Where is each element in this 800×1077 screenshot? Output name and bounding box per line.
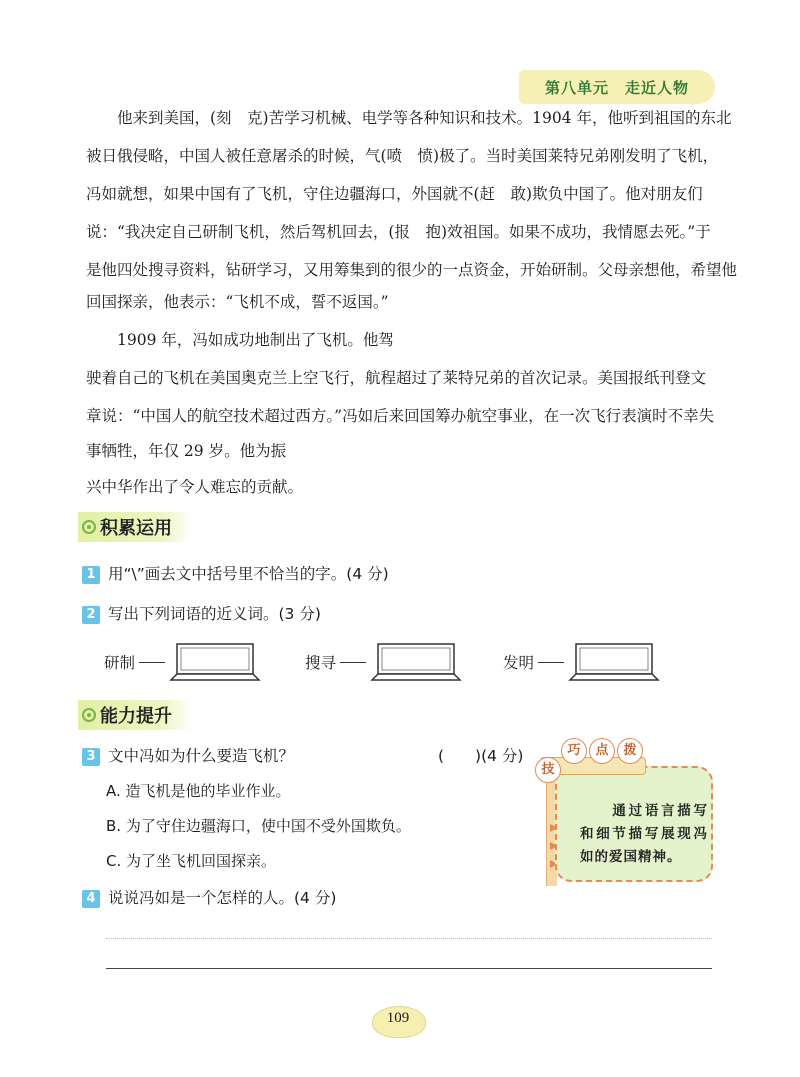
passage-line: 冯如就想，如果中国有了飞机，守住边疆海口，外国就不(赶 敢)欺负中国了。他对朋友们 <box>86 185 703 203</box>
tip-text: 通过语言描写和细节描写展现冯如的爱国精神。 <box>580 803 708 865</box>
section-header-ability <box>78 700 192 730</box>
source-word: 研制 <box>104 654 136 672</box>
connector-line <box>538 662 564 663</box>
question-number-badge: 2 <box>82 606 100 624</box>
source-word: 发明 <box>503 654 535 672</box>
passage-line: 是他四处搜寻资料，钻研学习，又用筹集到的很少的一点资金，开始研制。父母亲想他，希望他 <box>86 261 738 279</box>
passage-line: 1909 年，冯如成功地制出了飞机。他驾 <box>117 331 394 349</box>
passage-line: 章说：“中国人的航空技术超过西方。”冯如后来回国筹办航空事业，在一次飞行表演时不幸失 <box>86 407 715 425</box>
circle-bullet-icon <box>82 708 96 722</box>
option-c[interactable]: C. 为了坐飞机回国探亲。 <box>106 852 277 870</box>
question-text: 说说冯如是一个怎样的人。(4 分) <box>108 889 337 907</box>
passage-line: 他来到美国，(刻 克)苦学习机械、电学等各种知识和技术。1904 年，他听到祖国的东北 <box>117 109 732 127</box>
tip-char: 点 <box>589 738 615 764</box>
section-title: 能力提升 <box>100 706 172 727</box>
passage-line: 驶着自己的飞机在美国奥克兰上空飞行，航程超过了莱特兄弟的首次记录。美国报纸刊登文 <box>86 369 707 387</box>
unit-title-tab: 第八单元 走近人物 <box>519 70 715 104</box>
source-word: 搜寻 <box>305 654 337 672</box>
option-b[interactable]: B. 为了守住边疆海口，使中国不受外国欺负。 <box>106 817 411 835</box>
passage-line: 兴中华作出了令人难忘的贡献。 <box>86 478 304 496</box>
option-a[interactable]: A. 造飞机是他的毕业作业。 <box>106 782 291 800</box>
tip-char: 巧 <box>561 738 587 764</box>
question-number-badge: 4 <box>82 890 100 908</box>
tip-char: 拨 <box>617 738 643 764</box>
question-2 <box>82 602 321 624</box>
passage-line: 回国探亲，他表示：“飞机不成，誓不返国。” <box>86 293 389 311</box>
passage-line: 事牺牲，年仅 29 岁。他为振 <box>86 442 287 460</box>
laptop-answer-box[interactable] <box>370 642 462 682</box>
question-text: 写出下列词语的近义词。(3 分) <box>108 605 321 623</box>
question-number-badge: 3 <box>82 748 100 766</box>
answer-line[interactable] <box>106 938 712 939</box>
question-number-badge: 1 <box>82 566 100 584</box>
tip-char: 技 <box>535 757 561 783</box>
laptop-answer-box[interactable] <box>169 642 261 682</box>
laptop-answer-box[interactable] <box>568 642 660 682</box>
question-3 <box>82 744 294 766</box>
section-title: 积累运用 <box>100 518 172 539</box>
question-1 <box>82 562 389 584</box>
question-text: 用“\”画去文中括号里不恰当的字。(4 分) <box>108 565 389 583</box>
answer-blank[interactable]: ( )(4 分) <box>438 747 524 765</box>
question-text: 文中冯如为什么要造飞机？ <box>108 747 295 765</box>
passage-line: 被日俄侵略，中国人被任意屠杀的时候，气(喷 愤)极了。当时美国莱特兄弟刚发明了飞机， <box>86 147 719 165</box>
connector-line <box>139 662 165 663</box>
synonym-item-2 <box>305 642 462 682</box>
connector-line <box>340 662 366 663</box>
passage-line: 说：“我决定自己研制飞机，然后驾机回去，(报 抱)效祖国。如果不成功，我情愿去死。”于 <box>86 223 711 241</box>
section-header-accumulate <box>78 512 192 542</box>
question-4 <box>82 886 336 908</box>
synonym-item-3 <box>503 642 660 682</box>
circle-bullet-icon <box>82 520 96 534</box>
page-number: 109 <box>386 1010 410 1026</box>
synonym-item-1 <box>104 642 261 682</box>
answer-line[interactable] <box>106 968 712 969</box>
